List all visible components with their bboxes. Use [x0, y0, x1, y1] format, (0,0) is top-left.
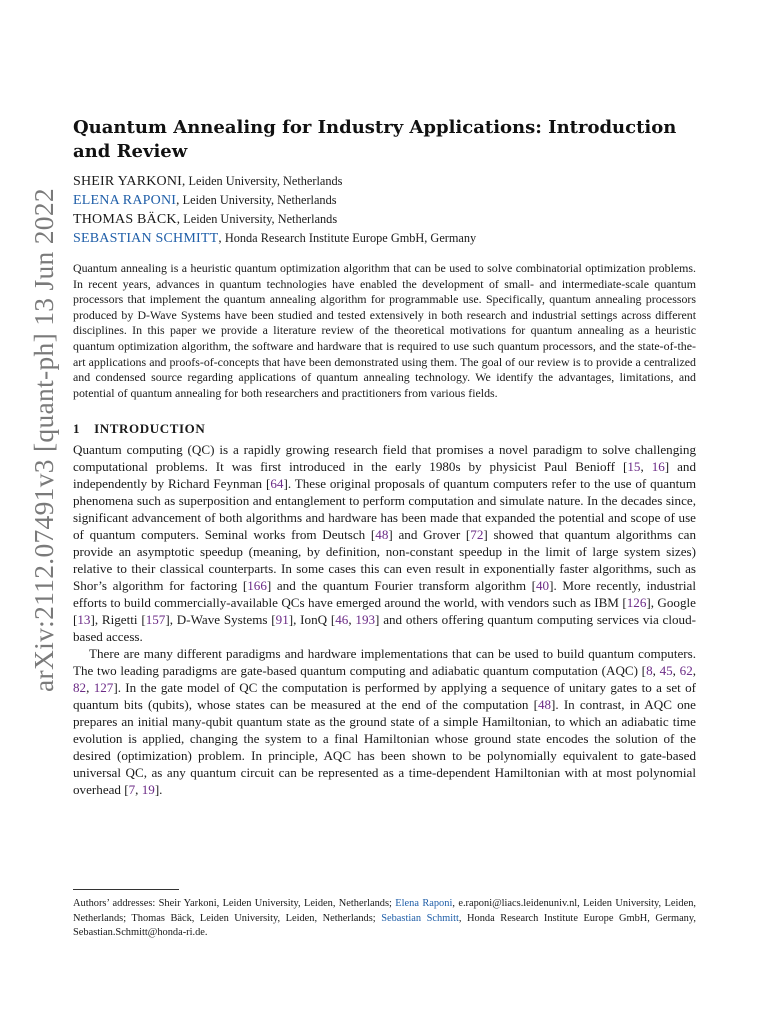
- paragraph-text: ] and independently by Richard Feynman [: [73, 459, 696, 492]
- section-title: INTRODUCTION: [94, 421, 206, 437]
- paragraph-text: ,: [135, 782, 142, 798]
- author-entry: SEBASTIAN SCHMITT, Honda Research Institute Europe GmbH, Germany: [73, 230, 477, 246]
- author-name-link[interactable]: ELENA RAPONI: [73, 193, 177, 208]
- paragraph-text: ]. In the gate model of QC the computation is performed by applying a sequence of unitary gates to a set of quantum bits (qubits), whose states can be measured at the end of the computation [: [73, 680, 696, 713]
- author-name: THOMAS BÄCK: [73, 212, 177, 227]
- author-affiliation: Leiden University, Netherlands: [183, 212, 338, 226]
- citation-link[interactable]: 126: [626, 595, 647, 611]
- author-affiliation: Honda Research Institute Europe GmbH, Germany: [224, 231, 477, 245]
- paragraph-text: ,: [86, 680, 94, 696]
- citation-link[interactable]: 166: [247, 578, 267, 594]
- paragraph-text: ], IonQ [: [288, 612, 336, 628]
- arxiv-identifier-text: arXiv:2112.07491v3 [quant-ph] 13 Jun 2022: [28, 188, 59, 692]
- footnote-text: Authors’ addresses: Sheir Yarkoni, Leiden University, Leiden, Netherlands;: [73, 898, 396, 909]
- author-entry: THOMAS BÄCK, Leiden University, Netherlands: [73, 211, 338, 227]
- paper-title: Quantum Annealing for Industry Applications: Introduction and Review: [73, 117, 677, 162]
- paragraph-text: ]. These original proposals of quantum computers refer to the use of quantum phenomena such as superposition and entanglement to perform computation and simulate nature. In the decades since, significant advancement of both algorithms and hardware has been made that expanded the potential and scope of use of quantum computers. Seminal works from Deutsch [: [73, 476, 696, 543]
- section-number: 1: [73, 421, 81, 437]
- body-paragraph: [73, 645, 696, 798]
- footnote-text: , Honda Research Institute Europe GmbH, Germany, Sebastian.Schmitt@honda-ri.de.: [73, 912, 696, 939]
- citation-link[interactable]: 13: [77, 612, 91, 628]
- paper-page: [73, 116, 696, 798]
- abstract: Quantum annealing is a heuristic quantum optimization algorithm that can be used to solve combinatorial optimization problems. In recent years, advances in quantum technologies have enabled the development of small- and intermediate-scale quantum processors that implement the quantum annealing algorithm for programmable use. Specifically, quantum annealing processors produced by D-Wave Systems have been studied and tested extensively in both research and industrial settings across different disciplines. In this paper we provide a literature review of the theoretical motivations for quantum annealing as a heuristic quantum optimization algorithm, the software and hardware that is required to use such quantum processors, and the state-of-the-art applications and proofs-of-concepts that have been demonstrated using them. The goal of our review is to provide a centralized and condensed source regarding applications of quantum annealing technology. We identify the advantages, limitations, and potential of quantum annealing for both researchers and practitioners from various fields.: [73, 261, 696, 400]
- footnote-text: , e.raponi@liacs.leidenuniv.nl, Leiden University, Leiden, Netherlands; Thomas Bäck, Leiden University, Leiden, Netherlands;: [73, 898, 696, 924]
- citation-link[interactable]: 72: [470, 527, 484, 543]
- citation-link[interactable]: 64: [270, 476, 284, 492]
- author-name: SHEIR YARKONI: [73, 174, 183, 189]
- paragraph-text: ] and Grover [: [388, 527, 471, 543]
- author-affiliation: Leiden University, Netherlands: [188, 174, 343, 188]
- paragraph-text: ], Google [: [73, 595, 696, 628]
- paragraph-text: ,: [652, 663, 660, 679]
- citation-link[interactable]: 45: [659, 663, 673, 679]
- author-addresses-footnote: [73, 897, 696, 941]
- citation-link[interactable]: 19: [141, 782, 155, 798]
- citation-link[interactable]: 82: [73, 680, 87, 696]
- author-list: [73, 172, 696, 248]
- paragraph-text: ], D-Wave Systems [: [165, 612, 276, 628]
- citation-link[interactable]: 40: [535, 578, 550, 594]
- footnote-divider: [73, 889, 179, 890]
- citation-link[interactable]: 48: [375, 527, 389, 543]
- author-affiliation: Leiden University, Netherlands: [182, 193, 337, 207]
- footnote-author-link[interactable]: Sebastian Schmitt: [381, 912, 459, 924]
- footnote-author-link[interactable]: Elena Raponi: [395, 898, 453, 909]
- paragraph-text: ,: [692, 663, 697, 679]
- paragraph-text: ] and others offering quantum computing services via cloud-based access.: [73, 612, 697, 645]
- author-name-link[interactable]: SEBASTIAN SCHMITT: [73, 231, 219, 246]
- citation-link[interactable]: 7: [128, 782, 136, 798]
- paragraph-text: ], Rigetti [: [90, 612, 146, 628]
- body-paragraph: [73, 441, 696, 645]
- paragraph-text: ,: [640, 459, 652, 475]
- author-entry: ELENA RAPONI, Leiden University, Netherlands: [73, 192, 337, 208]
- citation-link[interactable]: 48: [537, 697, 552, 713]
- arxiv-identifier: [27, 190, 61, 690]
- citation-link[interactable]: 62: [679, 663, 693, 679]
- paragraph-text: ].: [154, 782, 163, 798]
- author-entry: SHEIR YARKONI, Leiden University, Netherlands: [73, 173, 343, 189]
- citation-link[interactable]: 157: [145, 612, 166, 628]
- citation-link[interactable]: 15: [627, 459, 641, 475]
- citation-link[interactable]: 91: [275, 612, 289, 628]
- citation-link[interactable]: 8: [646, 663, 653, 679]
- paragraph-text: Quantum computing (QC) is a rapidly growing research field that promises a novel paradigm to solve challenging computational problems. It was first introduced in the early 1980s by physicist Paul Benioff [: [73, 442, 696, 475]
- citation-link[interactable]: 16: [651, 459, 665, 475]
- section-heading: [73, 421, 696, 437]
- paragraph-text: ,: [672, 663, 680, 679]
- citation-link[interactable]: 46: [335, 612, 349, 628]
- paragraph-text: ]. In contrast, in AQC one prepares an initial many-qubit quantum state as the ground state of a simple Hamiltonian, to which an adiabatic time evolution is applied, changing the system to a final Hamiltonian whose ground state encodes the solution of the desired (optimization) problem. In principle, AQC has been shown to be polynomially equivalent to gate-based universal QC, as any quantum circuit can be represented as a time-dependent Hamiltonian with at most polynomial overhead [: [73, 697, 696, 798]
- paragraph-text: There are many different paradigms and hardware implementations that can be used to build quantum computers. The two leading paradigms are gate-based quantum computing and adiabatic quantum computation (AQC) [: [73, 646, 696, 679]
- paragraph-text: ]. More recently, industrial efforts to build commercially-available QCs have emerged around the world, with vendors such as IBM [: [73, 578, 696, 611]
- paragraph-text: ] and the quantum Fourier transform algorithm [: [266, 578, 536, 594]
- citation-link[interactable]: 127: [93, 680, 114, 696]
- citation-link[interactable]: 193: [355, 612, 376, 628]
- paragraph-text: ,: [348, 612, 356, 628]
- paragraph-text: ] showed that quantum algorithms can provide an asymptotic speedup (meaning, by definition, non-constant speedup in the limit of large system sizes) relative to their classical counterparts. In some cases this can even result in exponentially faster algorithms, such as Shor’s algorithm for factoring [: [73, 527, 696, 594]
